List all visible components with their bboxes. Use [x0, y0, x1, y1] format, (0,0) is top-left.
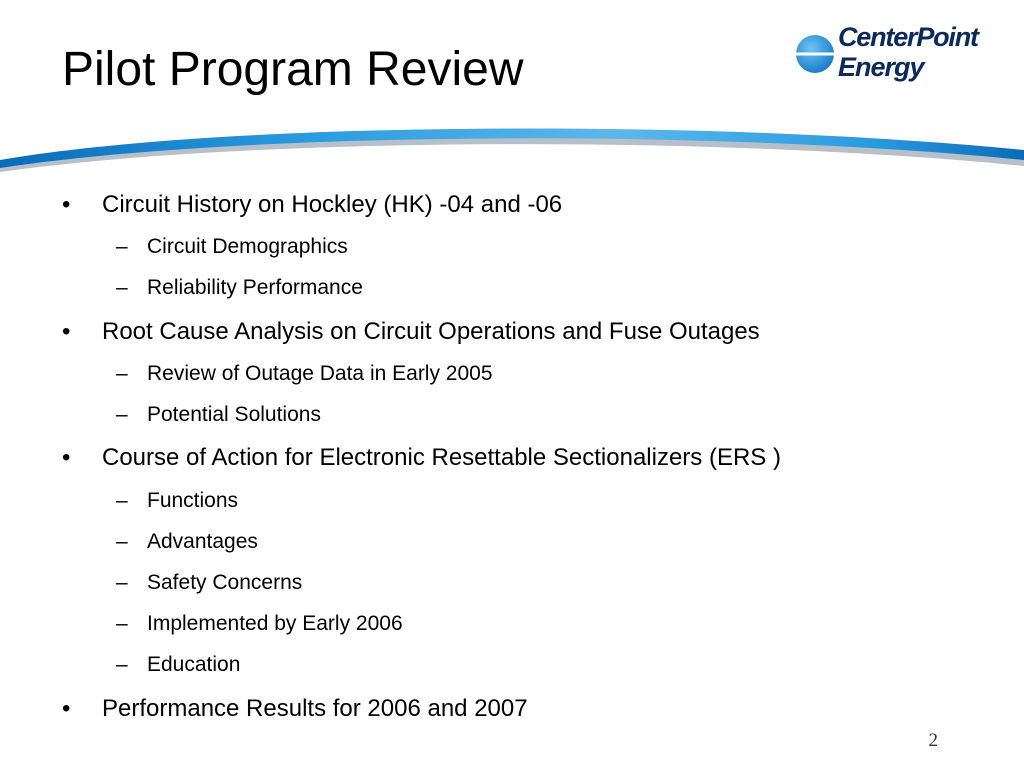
- dash-marker: –: [116, 653, 128, 676]
- dash-marker: –: [116, 362, 128, 385]
- bullet-marker: •: [62, 444, 71, 471]
- sub-bullet-text: Reliability Performance: [147, 276, 363, 299]
- dash-marker: –: [116, 489, 128, 512]
- slide-title: Pilot Program Review: [62, 43, 524, 96]
- dash-marker: –: [116, 235, 128, 258]
- dash-marker: –: [116, 612, 128, 635]
- bullet-marker: •: [62, 191, 71, 218]
- dash-marker: –: [116, 403, 128, 426]
- sub-bullet-text: Education: [147, 653, 241, 676]
- sub-bullet-text: Potential Solutions: [147, 403, 321, 426]
- dash-marker: –: [116, 276, 128, 299]
- logo-text-energy: Energy: [838, 52, 924, 82]
- sub-bullet-text: Advantages: [147, 530, 258, 553]
- bullet-text: Course of Action for Electronic Resettable Sectionalizers (ERS ): [102, 444, 781, 471]
- sub-bullet-text: Circuit Demographics: [147, 235, 348, 258]
- sub-bullet-text: Functions: [147, 489, 239, 512]
- sub-bullet-text: Implemented by Early 2006: [147, 612, 403, 635]
- bullet-marker: •: [62, 318, 71, 345]
- sub-bullet-text: Review of Outage Data in Early 2005: [147, 362, 493, 385]
- dash-marker: –: [116, 571, 128, 594]
- bullet-marker: •: [62, 695, 71, 722]
- sub-bullet-text: Safety Concerns: [147, 571, 303, 594]
- bullet-text: Circuit History on Hockley (HK) -04 and -06: [102, 191, 563, 218]
- bullet-text: Root Cause Analysis on Circuit Operations and Fuse Outages: [102, 318, 760, 345]
- bullet-text: Performance Results for 2006 and 2007: [102, 695, 528, 722]
- page-number: 2: [928, 730, 938, 751]
- logo-text-centerpoint: CenterPoint: [838, 22, 978, 52]
- dash-marker: –: [116, 530, 128, 553]
